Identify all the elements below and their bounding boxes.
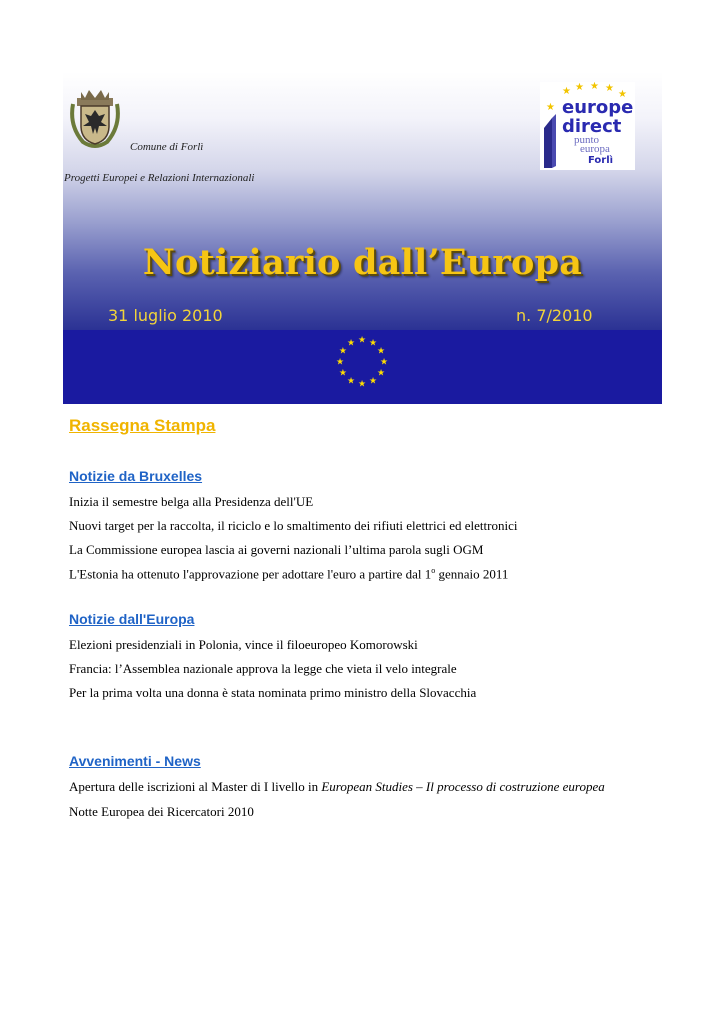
svg-text:punto: punto — [574, 134, 600, 146]
section-title-europa[interactable]: Notizie dall'Europa — [69, 611, 195, 627]
item-text: L'Estonia ha ottenuto l'approvazione per adottare l'euro a partire dal 1 — [69, 566, 432, 582]
svg-text:★: ★ — [618, 89, 627, 100]
item-text-end: gennaio 2011 — [435, 566, 509, 582]
svg-text:★: ★ — [562, 86, 571, 97]
list-item: La Commissione europea lascia ai governi nazionali l’ultima parola sugli OGM — [69, 542, 484, 557]
eu-star-icon: ★ — [338, 367, 347, 378]
list-item — [69, 566, 508, 582]
item-italic-text: European Studies – Il processo di costruzione europea — [321, 779, 605, 794]
svg-text:★: ★ — [590, 82, 599, 92]
svg-text:★: ★ — [575, 82, 584, 93]
list-item: Elezioni presidenziali in Polonia, vince il filoeuropeo Komorowski — [69, 637, 418, 652]
eu-stars-icon — [333, 333, 391, 389]
department-label: Progetti Europei e Relazioni Internazionali — [64, 172, 255, 184]
list-item — [69, 779, 605, 795]
list-item: Nuovi target per la raccolta, il riciclo e lo smaltimento dei rifiuti elettrici ed elettronici — [69, 518, 518, 533]
item-text: Apertura delle iscrizioni al Master di I livello in — [69, 779, 322, 794]
list-item: Notte Europea dei Ricercatori 2010 — [69, 804, 254, 819]
list-item: Francia: l’Assemblea nazionale approva la legge che vieta il velo integrale — [69, 661, 457, 676]
newsletter-title: Notiziario dall’Europa — [142, 242, 583, 283]
issue-number: n. 7/2010 — [516, 306, 593, 325]
eu-star-icon: ★ — [379, 356, 389, 367]
press-review-heading[interactable]: Rassegna Stampa — [69, 416, 216, 435]
eu-star-icon: ★ — [335, 356, 345, 367]
svg-text:direct: direct — [562, 116, 622, 137]
eu-star-icon: ★ — [346, 337, 356, 348]
section-title-bruxelles[interactable]: Notizie da Bruxelles — [69, 468, 203, 484]
eu-star-icon: ★ — [338, 345, 347, 356]
eu-star-icon: ★ — [377, 367, 386, 378]
svg-text:★: ★ — [605, 83, 614, 94]
section-title-avvenimenti[interactable]: Avvenimenti - News — [69, 753, 201, 769]
svg-text:europa: europa — [580, 143, 610, 155]
svg-text:europe: europe — [562, 97, 634, 118]
eu-star-icon: ★ — [346, 375, 356, 386]
list-item: Inizia il semestre belga alla Presidenza dell'UE — [69, 494, 314, 509]
issue-date: 31 luglio 2010 — [108, 306, 223, 325]
eu-star-icon: ★ — [357, 334, 367, 345]
eu-star-icon: ★ — [377, 345, 386, 356]
list-item: Per la prima volta una donna è stata nominata primo ministro della Slovacchia — [69, 685, 477, 700]
comune-label: Comune di Forlì — [130, 141, 204, 153]
svg-text:Forlì: Forlì — [588, 155, 614, 166]
eu-star-icon: ★ — [368, 337, 378, 348]
ordinal-sup: o — [431, 566, 436, 575]
eu-star-icon: ★ — [368, 375, 378, 386]
svg-text:★: ★ — [546, 102, 555, 113]
eu-star-icon: ★ — [357, 378, 367, 389]
coat-of-arms-logo — [63, 86, 127, 152]
europe-direct-logo — [540, 82, 635, 170]
